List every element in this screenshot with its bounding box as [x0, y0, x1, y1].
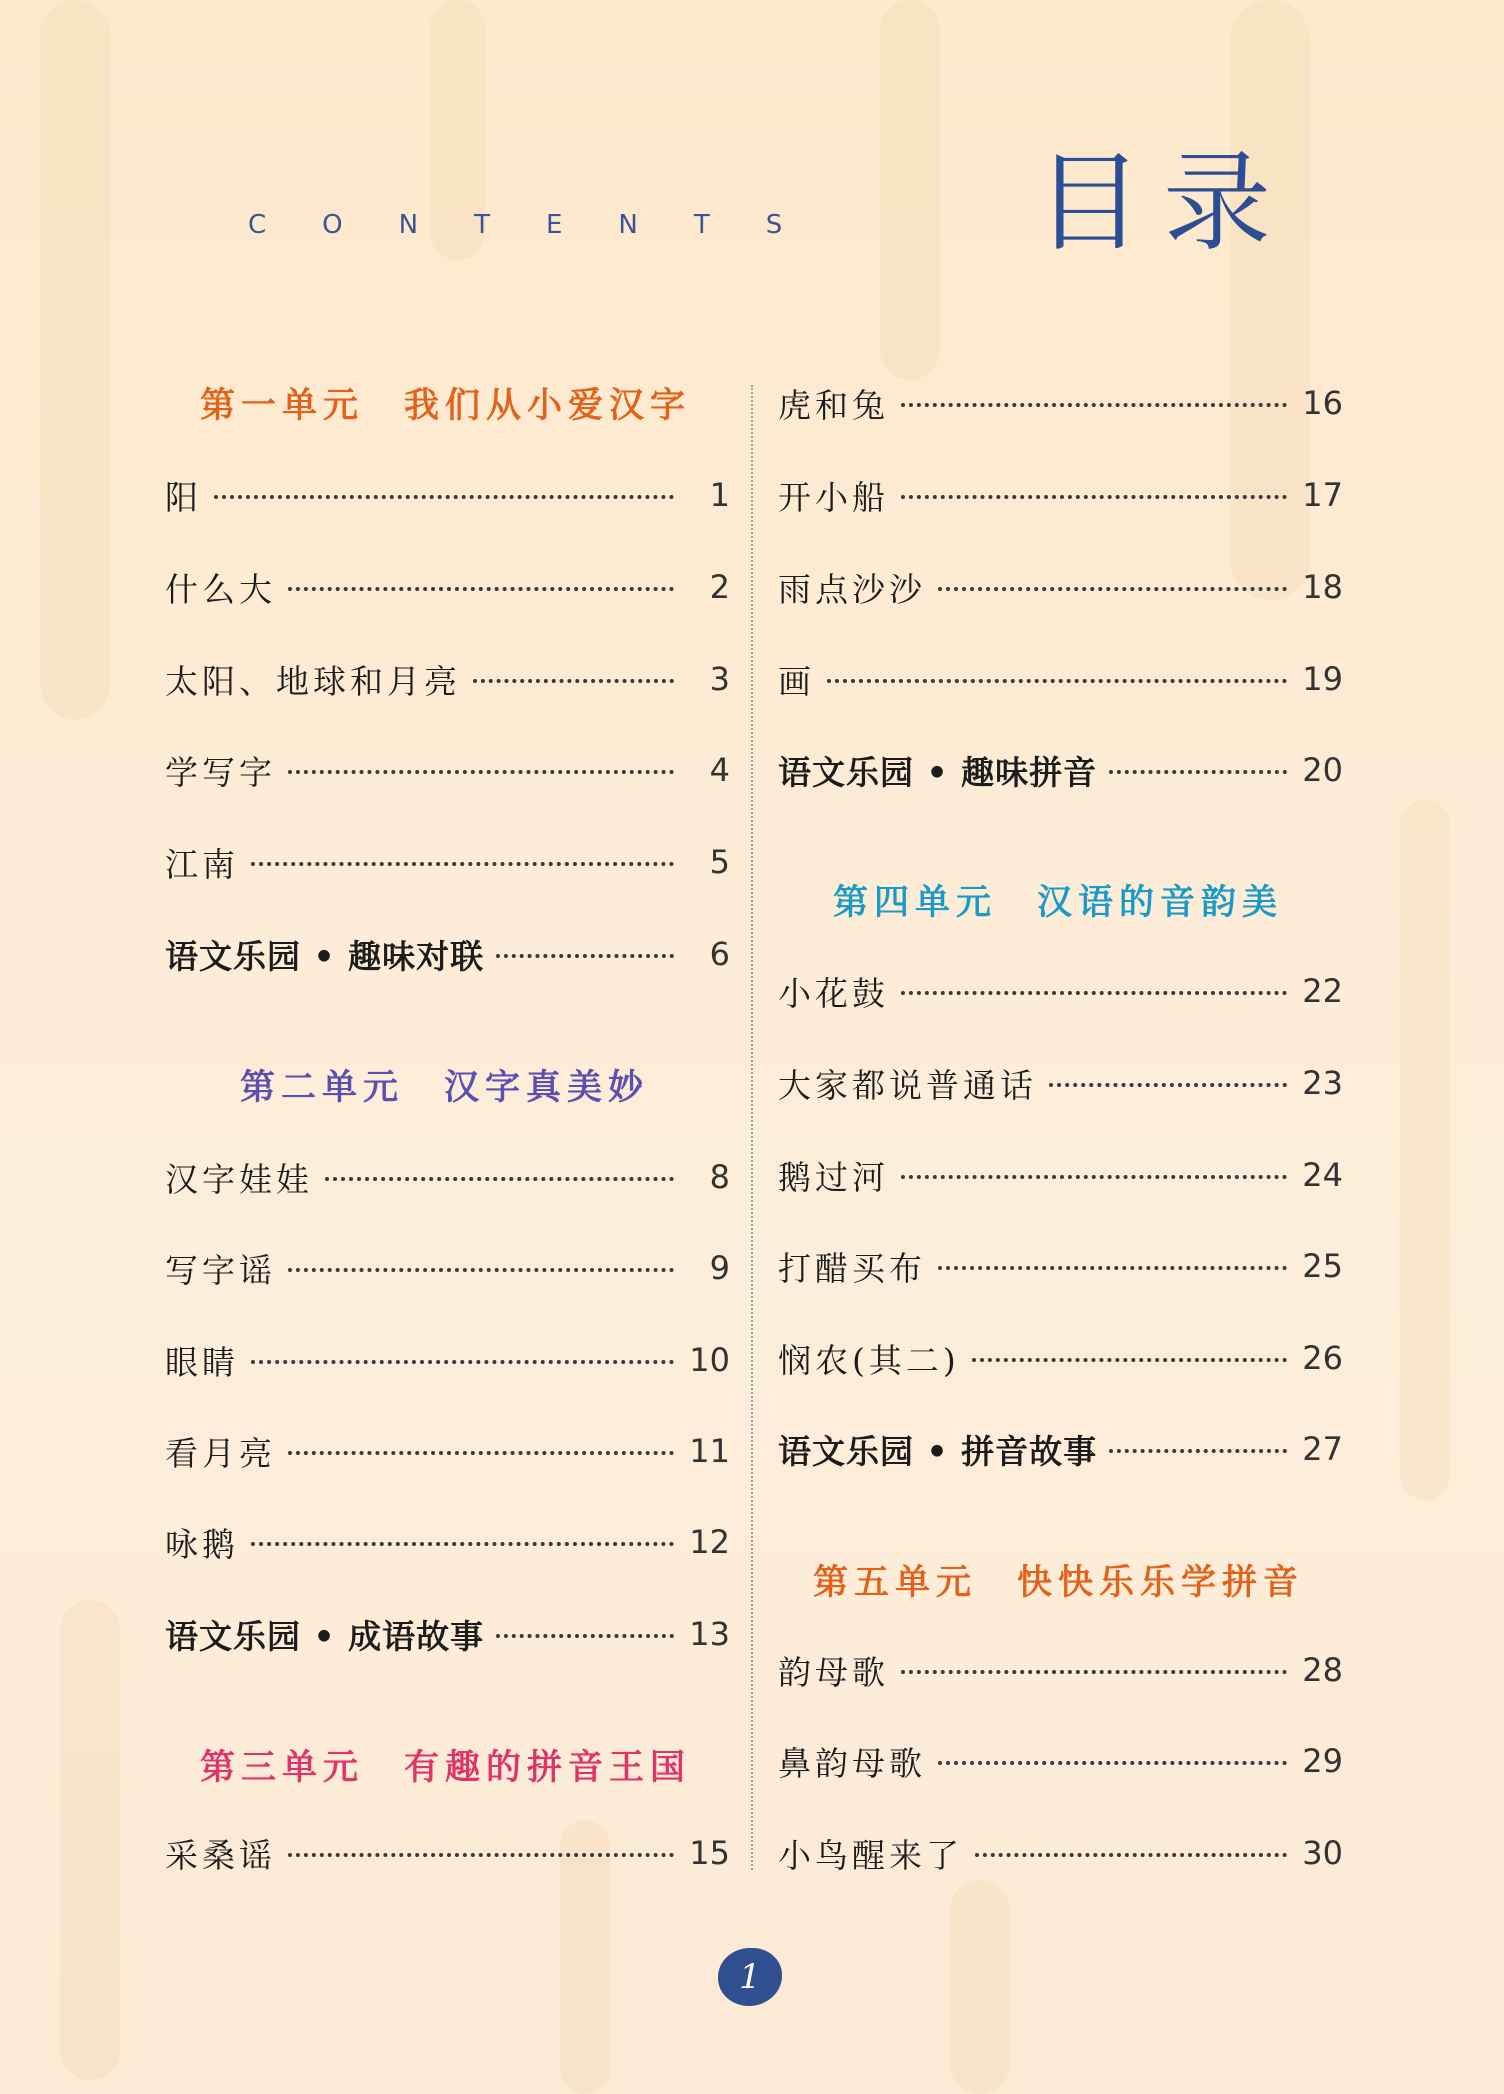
leader-dots: [938, 587, 1287, 591]
unit-4-number: 第四单元: [833, 882, 998, 923]
page-number-badge: 1: [718, 1948, 782, 2006]
entry-page: 6: [709, 935, 730, 973]
toc-entry[interactable]: [778, 1241, 1343, 1291]
unit-2-number: 第二单元: [240, 1067, 405, 1108]
leader-dots: [288, 1853, 674, 1857]
unit-1-heading: [200, 378, 691, 428]
toc-entry[interactable]: [778, 1058, 1343, 1108]
leader-dots: [975, 1853, 1287, 1857]
background-streak: [40, 0, 110, 720]
entry-title: 韵母歌: [778, 1652, 889, 1692]
entry-page: 15: [689, 1834, 730, 1872]
toc-entry[interactable]: [778, 1828, 1343, 1878]
leader-dots: [827, 679, 1287, 683]
toc-entry[interactable]: [165, 837, 730, 887]
entry-page: 12: [689, 1523, 730, 1561]
entry-page: 28: [1302, 1651, 1343, 1689]
entry-page: 20: [1302, 751, 1343, 789]
leader-dots: [251, 1360, 674, 1364]
column-divider: [751, 385, 753, 1870]
toc-entry[interactable]: [165, 470, 730, 520]
entry-title: 阳: [165, 477, 202, 517]
entry-page: 3: [709, 660, 730, 698]
unit-3-name: 有趣的拼音王国: [404, 1747, 692, 1788]
toc-entry[interactable]: [778, 1645, 1343, 1695]
entry-page: 30: [1302, 1834, 1343, 1872]
toc-entry[interactable]: [165, 929, 730, 979]
leader-dots: [251, 1542, 674, 1546]
toc-entry[interactable]: [165, 562, 730, 612]
leader-dots: [496, 1634, 674, 1638]
entry-page: 11: [689, 1432, 730, 1470]
leader-dots: [901, 1670, 1287, 1674]
leader-dots: [288, 770, 674, 774]
toc-entry[interactable]: [165, 745, 730, 795]
leader-dots: [938, 1266, 1287, 1270]
entry-title: 鼻韵母歌: [778, 1743, 926, 1783]
contents-label: CONTENTS: [248, 210, 839, 240]
entry-title: 汉字娃娃: [165, 1159, 313, 1199]
entry-title: 看月亮: [165, 1433, 276, 1473]
unit-2-name: 汉字真美妙: [444, 1067, 650, 1108]
toc-entry[interactable]: [778, 470, 1343, 520]
entry-page: 16: [1302, 384, 1343, 422]
toc-entry[interactable]: [165, 654, 730, 704]
entry-page: 25: [1302, 1247, 1343, 1285]
entry-title: 小花鼓: [778, 973, 889, 1013]
leader-dots: [901, 991, 1287, 995]
toc-entry[interactable]: [778, 562, 1343, 612]
entry-page: 13: [689, 1615, 730, 1653]
entry-page: 23: [1302, 1064, 1343, 1102]
toc-entry[interactable]: [778, 966, 1343, 1016]
entry-title: 采桑谣: [165, 1835, 276, 1875]
unit-4-heading: [833, 875, 1283, 925]
entry-title: 咏鹅: [165, 1524, 239, 1564]
leader-dots: [972, 1358, 1287, 1362]
entry-title: 悯农(其二): [778, 1340, 960, 1380]
entry-page: 8: [709, 1158, 730, 1196]
entry-page: 29: [1302, 1742, 1343, 1780]
toc-entry[interactable]: [778, 1333, 1343, 1383]
background-streak: [1400, 800, 1450, 1500]
background-streak: [880, 0, 940, 380]
unit-1-name: 我们从小爱汉字: [404, 385, 692, 426]
leader-dots: [288, 1451, 674, 1455]
toc-entry[interactable]: [165, 1828, 730, 1878]
entry-page: 26: [1302, 1339, 1343, 1377]
unit-4-name: 汉语的音韵美: [1037, 882, 1284, 923]
entry-title: 什么大: [165, 569, 276, 609]
toc-entry[interactable]: [165, 1335, 730, 1385]
unit-5-number: 第五单元: [813, 1562, 978, 1603]
toc-entry[interactable]: [165, 1609, 730, 1659]
leader-dots: [1049, 1083, 1287, 1087]
background-streak: [950, 1880, 1010, 2094]
entry-page: 17: [1302, 476, 1343, 514]
leader-dots: [1109, 1449, 1287, 1453]
entry-page: 2: [709, 568, 730, 606]
toc-entry[interactable]: [778, 1150, 1343, 1200]
unit-5-heading: [813, 1555, 1304, 1605]
entry-title: 语文乐园 • 趣味拼音: [778, 752, 1098, 792]
leader-dots: [901, 1175, 1287, 1179]
entry-page: 22: [1302, 972, 1343, 1010]
entry-title: 虎和兔: [778, 385, 889, 425]
leader-dots: [938, 1761, 1287, 1765]
toc-entry[interactable]: [778, 745, 1343, 795]
unit-1-number: 第一单元: [200, 385, 365, 426]
leader-dots: [901, 495, 1287, 499]
entry-page: 1: [709, 476, 730, 514]
unit-5-name: 快快乐乐学拼音: [1017, 1562, 1305, 1603]
leader-dots: [214, 495, 674, 499]
leader-dots: [325, 1177, 674, 1181]
toc-entry[interactable]: [778, 378, 1343, 428]
page-title: 目录: [1035, 141, 1292, 266]
entry-title: 打醋买布: [778, 1248, 926, 1288]
entry-title: 语文乐园 • 拼音故事: [778, 1431, 1098, 1471]
toc-entry[interactable]: [165, 1517, 730, 1567]
background-streak: [60, 1600, 120, 2080]
entry-page: 18: [1302, 568, 1343, 606]
entry-title: 大家都说普通话: [778, 1065, 1037, 1105]
unit-2-heading: [240, 1060, 649, 1110]
entry-title: 江南: [165, 844, 239, 884]
entry-title: 雨点沙沙: [778, 569, 926, 609]
entry-title: 学写字: [165, 752, 276, 792]
leader-dots: [288, 587, 674, 591]
entry-title: 眼睛: [165, 1342, 239, 1382]
entry-title: 开小船: [778, 477, 889, 517]
leader-dots: [1109, 770, 1287, 774]
unit-3-heading: [200, 1740, 691, 1790]
entry-page: 19: [1302, 660, 1343, 698]
entry-page: 27: [1302, 1430, 1343, 1468]
entry-title: 鹅过河: [778, 1157, 889, 1197]
toc-entry[interactable]: [778, 654, 1343, 704]
entry-page: 10: [689, 1341, 730, 1379]
entry-page: 4: [709, 751, 730, 789]
leader-dots: [473, 679, 674, 683]
toc-entry[interactable]: [778, 1736, 1343, 1786]
toc-entry[interactable]: [165, 1152, 730, 1202]
toc-entry[interactable]: [165, 1426, 730, 1476]
leader-dots: [288, 1268, 674, 1272]
entry-title: 写字谣: [165, 1250, 276, 1290]
toc-entry[interactable]: [778, 1424, 1343, 1474]
entry-title: 语文乐园 • 成语故事: [165, 1616, 485, 1656]
entry-page: 5: [709, 843, 730, 881]
entry-page: 24: [1302, 1156, 1343, 1194]
unit-3-number: 第三单元: [200, 1747, 365, 1788]
leader-dots: [251, 862, 674, 866]
leader-dots: [901, 403, 1287, 407]
entry-page: 9: [709, 1249, 730, 1287]
leader-dots: [496, 954, 674, 958]
entry-title: 小鸟醒来了: [778, 1835, 963, 1875]
entry-title: 语文乐园 • 趣味对联: [165, 936, 485, 976]
toc-entry[interactable]: [165, 1243, 730, 1293]
entry-title: 画: [778, 661, 815, 701]
entry-title: 太阳、地球和月亮: [165, 661, 461, 701]
